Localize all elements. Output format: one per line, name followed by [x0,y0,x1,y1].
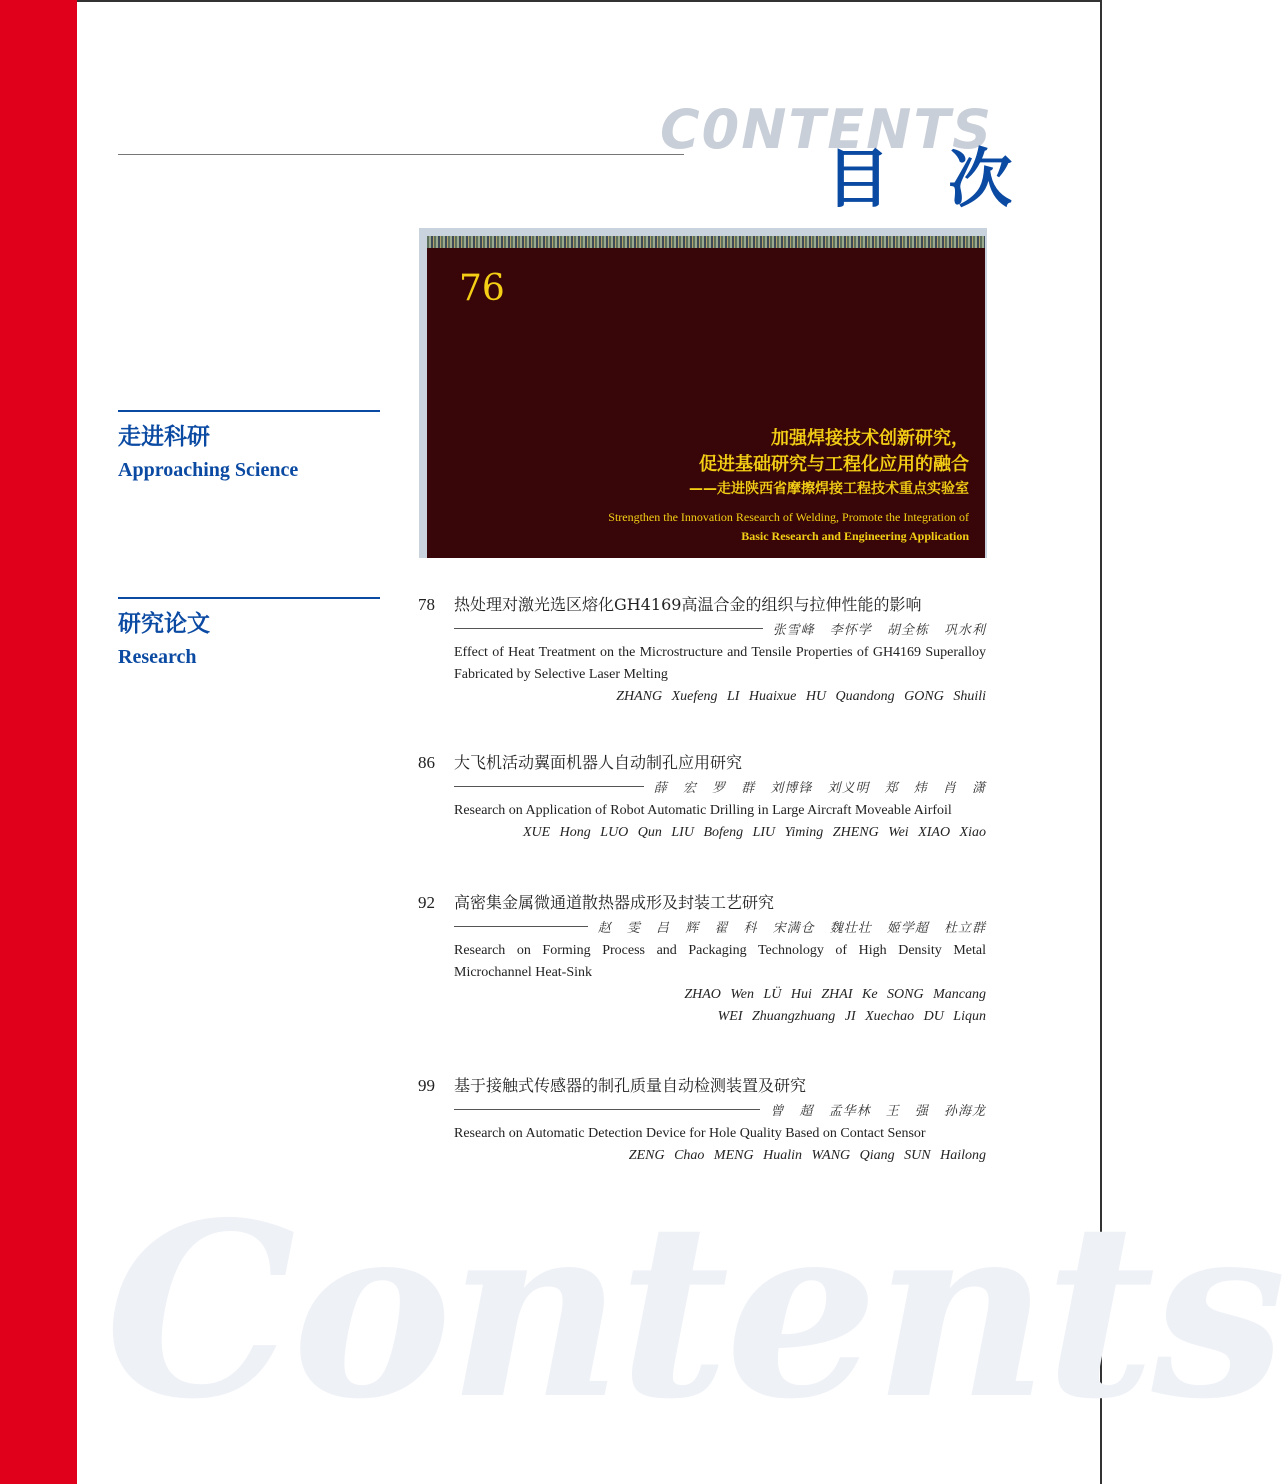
article-authors-cn: 曾 超 孟华林 王 强 孙海龙 [770,1104,986,1119]
article-authors-en: ZHAO Wen LÜ Hui ZHAI Ke SONG Mancang [684,987,986,1002]
article-authors-en: WEI Zhuangzhuang JI Xuechao DU Liqun [717,1009,986,1024]
article-title-cn: 高密集金属微通道散热器成形及封装工艺研究 [454,893,775,912]
section-approaching-science [118,410,380,484]
article-page-number: 99 [418,1076,435,1095]
section-rule [118,597,380,599]
feature-title-line2: 促进基础研究与工程化应用的融合 [699,454,969,475]
author-leader-line [454,926,588,927]
article-authors-en: ZHANG Xuefeng LI Huaixue HU Quandong GONG Shuili [616,689,986,704]
article-authors-cn: 赵 雯 吕 辉 翟 科 宋满仓 魏壮壮 姬学超 杜立群 [597,921,986,936]
article-page-number: 92 [418,893,435,912]
feature-panel[interactable] [419,228,987,558]
feature-image-strip [427,236,985,248]
article-title-en: Research on Forming Process and Packaging Technology of High Density Metal Microchannel Heat-Sink [454,943,986,980]
feature-title-line1: 加强焊接技术创新研究， [771,428,969,449]
article-authors-cn: 薛 宏 罗 群 刘博锋 刘义明 郑 炜 肖 潇 [653,781,986,796]
section-research [118,597,380,671]
article-entry[interactable] [418,890,986,1028]
author-leader-line [454,628,763,629]
section-rule [118,410,380,412]
feature-en-line1: Strengthen the Innovation Research of Welding, Promote the Integration of [608,510,969,524]
article-title-cn: 热处理对激光选区熔化GH4169高温合金的组织与拉伸性能的影响 [454,595,922,614]
header-rule [118,154,684,155]
article-authors-en: XUE Hong LUO Qun LIU Bofeng LIU Yiming ZHENG Wei XIAO Xiao [522,825,986,840]
article-title-en: Effect of Heat Treatment on the Microstructure and Tensile Properties of GH4169 Superalloy Fabricated by Selective Laser Melting [454,645,986,682]
article-title-en: Research on Application of Robot Automatic Drilling in Large Aircraft Moveable Airfoil [454,803,952,818]
article-title-cn: 基于接触式传感器的制孔质量自动检测装置及研究 [454,1076,807,1095]
article-authors-en: ZENG Chao MENG Hualin WANG Qiang SUN Hailong [628,1148,986,1163]
author-leader-line [454,786,644,787]
article-title-en: Research on Automatic Detection Device for Hole Quality Based on Contact Sensor [454,1126,926,1141]
article-entry[interactable] [418,1073,986,1167]
contents-watermark: Contents [105,1170,1283,1452]
author-leader-line [454,1109,760,1110]
article-entry[interactable] [418,750,986,844]
feature-page-number: 76 [459,268,505,309]
section-title-cn: 走进科研 [118,424,210,450]
feature-subtitle: ——走进陕西省摩擦焊接工程技术重点实验室 [689,481,969,497]
contents-heading-cn: 目 次 [826,143,1031,217]
feature-en-line2: Basic Research and Engineering Application [741,529,969,543]
article-page-number: 78 [418,595,435,614]
section-title-cn: 研究论文 [118,611,210,637]
article-authors-cn: 张雪峰 李怀学 胡全栋 巩水利 [772,623,986,638]
top-border [77,0,1102,2]
section-title-en: Research [118,646,197,668]
contents-heading-en: C0NTENTS [660,98,994,161]
feature-box [427,248,985,558]
feature-text [608,426,969,546]
article-title-cn: 大飞机活动翼面机器人自动制孔应用研究 [454,753,743,772]
article-entry[interactable] [418,592,986,708]
red-side-bar [0,0,77,1484]
section-title-en: Approaching Science [118,459,299,481]
article-page-number: 86 [418,753,435,772]
